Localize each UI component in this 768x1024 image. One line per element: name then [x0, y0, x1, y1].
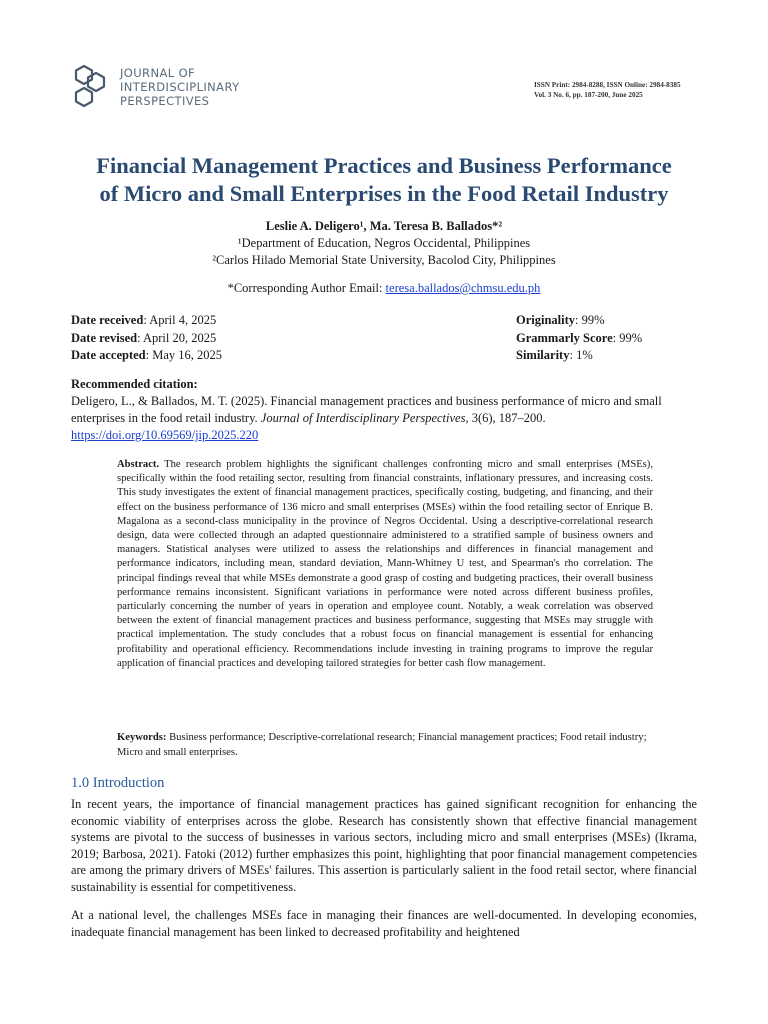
citation-volume: , 3(6), 187–200.	[465, 411, 546, 425]
date-row	[71, 330, 222, 348]
date-label: Date revised	[71, 330, 138, 345]
recommended-citation	[71, 376, 697, 444]
issn-info	[534, 80, 681, 100]
issn-line: ISSN Print: 2984-8288, ISSN Online: 2984-8385	[534, 81, 681, 89]
corresponding-author	[0, 281, 768, 296]
corresponding-email-link[interactable]: teresa.ballados@chmsu.edu.ph	[385, 281, 541, 295]
date-row	[71, 312, 222, 330]
metric-value: : 1%	[569, 348, 593, 362]
metric-label: Grammarly Score	[516, 330, 613, 345]
title-line: Financial Management Practices and Business Performance	[96, 153, 672, 178]
date-value: : April 20, 2025	[137, 330, 217, 345]
citation-text	[71, 393, 697, 427]
author-block	[0, 218, 768, 269]
journal-logo	[70, 62, 240, 112]
date-label: Date accepted	[71, 348, 146, 362]
title-line: of Micro and Small Enterprises in the Food Retail Industry	[99, 181, 669, 206]
author-names: Leslie A. Deligero¹, Ma. Teresa B. Ballados*²	[265, 219, 503, 233]
metric-value: : 99%	[575, 313, 605, 327]
keywords-label: Keywords:	[117, 732, 167, 743]
doi-link[interactable]: https://doi.org/10.69569/jip.2025.220	[71, 428, 259, 442]
journal-name	[120, 66, 240, 108]
date-value: : May 16, 2025	[145, 348, 223, 362]
abstract-label: Abstract.	[117, 459, 160, 470]
journal-name-line: INTERDISCIPLINARY	[120, 80, 240, 94]
metric-list	[516, 312, 642, 365]
intro-paragraph: At a national level, the challenges MSEs face in managing their finances are well-documented. In developing economies, inadequate financial management has been linked to decreased profitability and heightened	[71, 908, 697, 939]
article-title	[40, 152, 728, 208]
metric-row	[516, 347, 642, 365]
journal-name-line: PERSPECTIVES	[120, 94, 210, 108]
volume-line: Vol. 3 No. 6, pp. 187-200, June 2025	[534, 91, 643, 99]
citation-journal: Journal of Interdisciplinary Perspectives	[260, 411, 466, 425]
affiliation: ²Carlos Hilado Memorial State University, Bacolod City, Philippines	[212, 253, 556, 267]
date-label: Date received	[71, 313, 144, 327]
journal-name-line: JOURNAL OF	[120, 66, 196, 80]
section-heading: 1.0 Introduction	[71, 775, 165, 791]
abstract-text: The research problem highlights the significant challenges confronting micro and small enterprises (MSEs), specifically within the food retailing sector, resulting from financial constraints, inflationary pressures, and increasing costs. This study investigates the extent of financial management practices, specifically costing, budgeting, and financing, and their effect on the business performance of 136 micro and small enterprises (MSEs) within the food retailing sector of Enrique B. Magalona as a second-class municipality in the province of Negros Occidental. Using a descriptive-correlational research design, data were collected through an adapted questionnaire administered to a stratified sample of business owners and managers. Statistical analyses were utilized to assess the relationships and differences in financial management and performance indicators, including mean, standard deviation, Mann-Whitney U test, and Spearman's rho correlation. The principal findings reveal that while MSEs demonstrate a good grasp of costing and budgeting practices, their overall business performance remains inconsistent. Significant variations in performance were noted across different business profiles, particularly concerning the number of years in operation and employee count. Notably, a weak correlation was observed between the extent of financial management practices and business performance, suggesting that MSEs may struggle with practical implementation. The study concludes that a robust focus on financial management is essential for enhancing profitability and operational efficiency. Recommendations include investing in training programs to improve the regular application of financial practices and developing tailored strategies for better cash flow management.	[117, 459, 653, 669]
keywords-text: Business performance; Descriptive-correlational research; Financial management practices; Food retail industry; Micro and small enterprises.	[117, 732, 647, 758]
citation-heading: Recommended citation:	[71, 377, 198, 391]
affiliation: ¹Department of Education, Negros Occidental, Philippines	[237, 236, 531, 250]
metric-label: Originality	[516, 313, 576, 327]
keywords	[117, 731, 653, 760]
citation-body: Deligero, L., & Ballados, M. T. (2025). Financial management practices and business performance of micro and small enterprises in the food retail industry.	[71, 394, 662, 425]
intro-paragraph: In recent years, the importance of financial management practices has gained significant recognition for enhancing the economic viability of enterprises across the globe. Research has consistently shown that effective financial management systems are pivotal to the success of businesses in various sectors, including micro and small enterprises (MSEs) (Ikrama, 2019; Barbosa, 2021). Fatoki (2012) further emphasizes this point, highlighting that poor financial management competencies are among the primary drivers of MSEs' failures. This assertion is particularly salient in the food retail sector, where financial sustainability is essential for competitiveness.	[71, 797, 697, 894]
metric-label: Similarity	[516, 348, 570, 362]
hexagon-logo-icon	[70, 62, 116, 112]
date-list	[71, 312, 222, 365]
corresponding-label: *Corresponding Author Email:	[227, 281, 386, 295]
date-row	[71, 347, 222, 365]
metric-row	[516, 330, 642, 348]
metric-row	[516, 312, 642, 330]
abstract	[117, 458, 653, 671]
metric-value: : 99%	[612, 330, 643, 345]
date-value: : April 4, 2025	[143, 313, 217, 327]
